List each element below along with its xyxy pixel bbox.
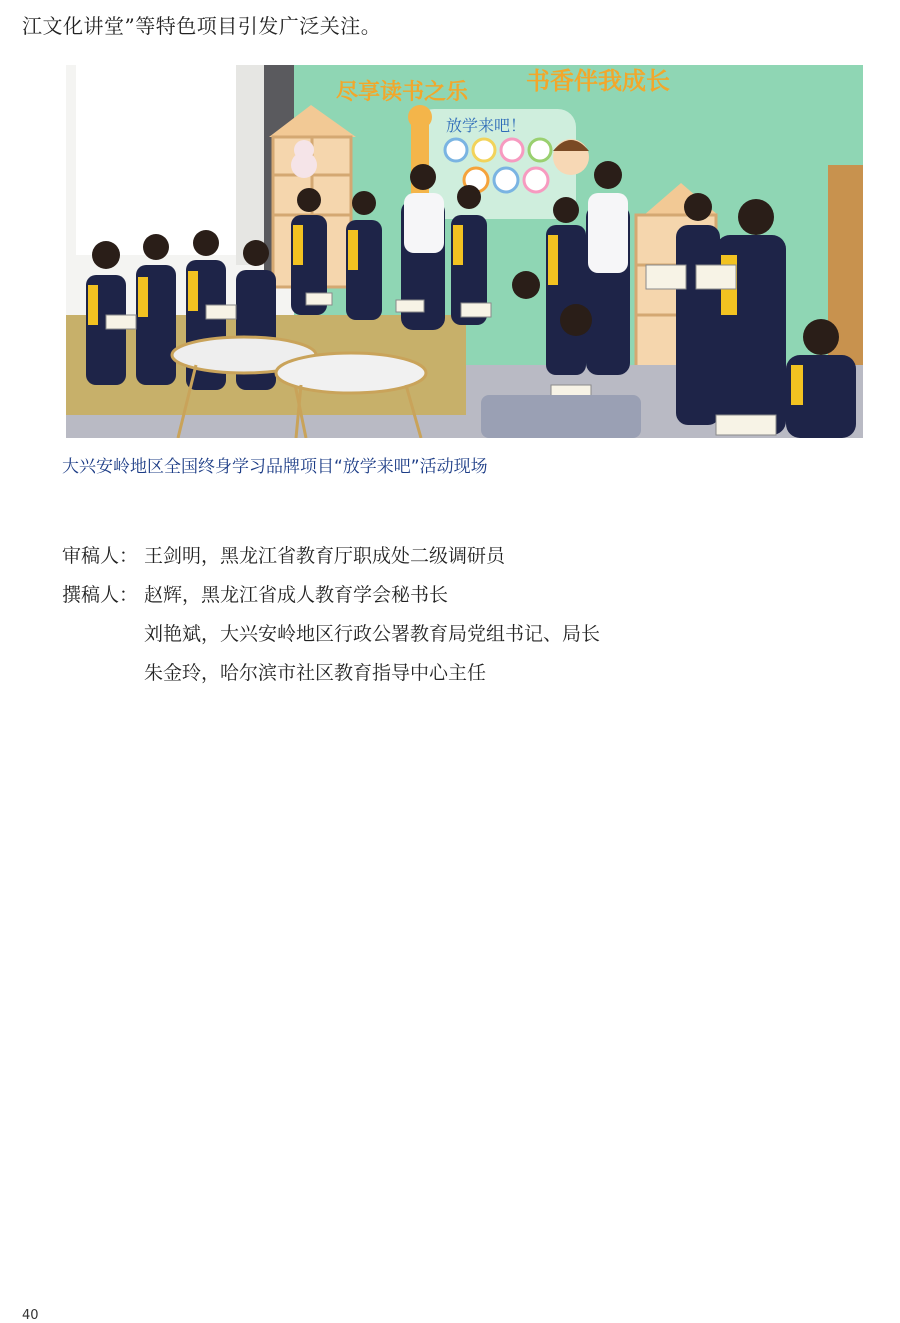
reading-activity-photo	[66, 65, 863, 438]
banner-right-text: 书香伴我成长	[526, 67, 670, 95]
page-number: 40	[22, 1308, 39, 1323]
reviewer-row	[62, 537, 600, 576]
board-text: 放学来吧！	[446, 116, 527, 135]
intro-text-line: 江文化讲堂”等特色项目引发广泛关注。	[22, 14, 382, 38]
photo-illustration	[66, 65, 863, 438]
photo-caption: 大兴安岭地区全国终身学习品牌项目“放学来吧”活动现场	[62, 457, 488, 477]
banner-left-text: 尽享读书之乐	[336, 80, 469, 105]
reviewer-name: 王剑明，黑龙江省教育厅职成处二级调研员	[144, 545, 506, 567]
author-name: 赵辉，黑龙江省成人教育学会秘书长	[144, 584, 449, 606]
reviewer-label: 审稿人：	[62, 545, 139, 567]
authors-label: 撰稿人：	[62, 584, 139, 606]
credits-block	[62, 537, 600, 693]
author-row	[62, 654, 600, 693]
author-name: 刘艳斌，大兴安岭地区行政公署教育局党组书记、局长	[144, 623, 601, 645]
author-row	[62, 576, 600, 615]
author-row	[62, 615, 600, 654]
author-name: 朱金玲，哈尔滨市社区教育指导中心主任	[144, 662, 487, 684]
